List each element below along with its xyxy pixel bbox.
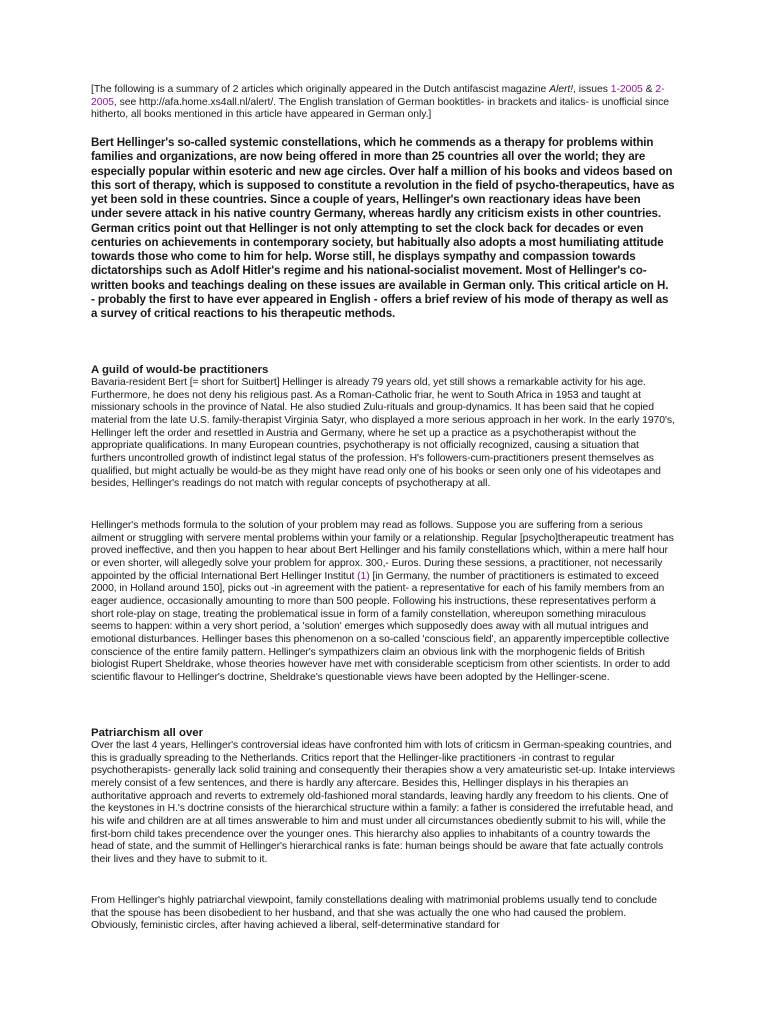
footnote-link-1[interactable]: (1)	[357, 570, 370, 582]
intro-text-3: &	[642, 84, 656, 95]
intro-text-4: , see http://afa.home.xs4all.nl/alert/. The English translation of German booktitles- in brackets and italics- is unofficial since hitherto, all books mentioned in this article have appeared in German only.]	[91, 96, 669, 121]
paragraph-text: [in Germany, the number of practitioners is estimated to exceed 2000, in Holland around 150], picks out -in agreement with the patient- a representative for each of his family members from an eager audience, occasionally amounting to more than 500 people. Following his instructions, these representatives perform a short role-play on stage, treating the problematical issue in form of a family constellation, whereupon something miraculous seems to happen: within a very short period, a 'solution' emerges which supposedly does away with all mutual intrigues and emotional disturbances. Hellinger bases this phenomenon on a so-called 'conscious field', an apparently imperceptible collective conscience of the entire family pattern. Hellinger's sympathizers claim an obvious link with the morphogenic fields of British biologist Rupert Sheldrake, whose theories however have met with considerable scepticism from other scientists. In order to add scientific flavour to Hellinger's doctrine, Sheldrake's questionable views have been adopted by the Hellinger-scene.	[91, 570, 670, 683]
paragraph-patriarchism-2: From Hellinger's highly patriarchal viewpoint, family constellations dealing with matrimonial problems usually tend to conclude that the spouse has been disobedient to her husband, and that she was actually the one who had caused the problem. Obviously, feministic circles, after having achieved a liberal, self-determinative standard for	[91, 895, 657, 932]
intro-note	[91, 84, 675, 122]
paragraph-guild-2	[91, 520, 675, 685]
section-heading-guild: A guild of would-be practitioners	[91, 364, 269, 376]
magazine-name: Alert!	[549, 84, 574, 95]
paragraph-guild-1: Bavaria-resident Bert [= short for Suitbert] Hellinger is already 79 years old, yet still shows a remarkable activity for his age. Furthermore, he does not deny his religious past. As a Roman-Catholic friar, he went to South Africa in 1953 and taught at missionary schools in the province of Natal. He also studied Zulu-rituals and group-dynamics. It has been said that he copied material from the late U.S. family-therapist Virginia Satyr, who displayed a more serious approach in her work. In the early 1970's, Hellinger left the order and resettled in Austria and Germany, where he set up a practice as a psychotherapist without the appropriate qualifications. In many European countries, psychotherapy is not officially recognized, causing a situation that furthers uncontrolled growth of indistinct legal status of the profession. H's followers-cum-practitioners present themselves as qualified, but might actually be would-be as they might have read only one of his books or seen only one of his videotapes and besides, Hellinger's readings do not match with regular concepts of psychotherapy at all.	[91, 377, 675, 490]
section-patriarchism	[91, 726, 675, 867]
intro-text-1: [The following is a summary of 2 articles which originally appeared in the Dutch antifascist magazine	[91, 84, 550, 95]
lead-paragraph: Bert Hellinger's so-called systemic constellations, which he commends as a therapy for problems within families and organizations, are now being offered in more than 25 countries all over the world; they are especially popular within esoteric and new age circles. Over half a million of his books and videos based on this sort of therapy, which is supposed to constitute a revolution in the field of psycho-therapeutics, have as yet been sold in these countries. Since a couple of years, Hellinger's own reactionary ideas have been under severe attack in his native country Germany, whereas hardly any criticism exists in other countries. German critics point out that Hellinger is not only attempting to set the clock back for decades or even centuries on achievements in contemporary society, but habitually also adopts a most humiliating attitude towards those who come to him for help. Worse still, he displays sympathy and compassion towards dictatorships such as Adolf Hitler's regime and his national-socialist movement. Most of Hellinger's co-written books and teachings dealing on these issues are available in German only. This critical article on H. - probably the first to have ever appeared in English - offers a brief review of his mode of therapy as well as a survey of critical reactions to his therapeutic methods.	[91, 137, 675, 320]
issue-2-link[interactable]: 2-2005	[91, 84, 665, 108]
paragraph-patriarchism-1: Over the last 4 years, Hellinger's controversial ideas have confronted him with lots of criticsm in German-speaking countries, and this is gradually spreading to the Netherlands. Critics report that the Hellinger-like practitioners -in contrast to regular psychotherapists- generally lack solid training and consequently their therapies show a very amateuristic set-up. Intake interviews merely consist of a few sentences, and there is hardly any aftercare. Besides this, Hellinger displays in his therapies an authoritative approach and reverts to extremely old-fashioned moral standards, leaving hardly any freedom to his clients. One of the keystones in H.'s doctrine consists of the hierarchical structure within a family: a father is considered the irrefutable head, and his wife and children are at all times answerable to him and must under all circumstances obediently submit to his will, while the first-born child takes precendence over the younger ones. This hierarchy also applies to inhabitants of a country towards the head of state, and the summit of Hellinger's hierarchical ranks is fate: human beings should be aware that fate actually controls their lives and they have to submit to it.	[91, 740, 675, 865]
paragraph-text: Hellinger's methods formula to the solution of your problem may read as follows. Suppose you are suffering from a serious ailment or struggling with servere mental problems within your family or a relationship. Regular [psycho]therapeutic treatment has proved ineffective, and then you happen to hear about Bert Hellinger and his family constellations which, within a mere half hour or even shorter, will allegedly solve your problem for approx. 300,- Euros. During these sessions, a practitioner, not necessarily appointed by the official International Bert Hellinger Institut	[91, 520, 674, 582]
intro-text-2: , issues	[573, 84, 611, 95]
section-heading-patriarchism: Patriarchism all over	[91, 727, 204, 739]
issue-1-link[interactable]: 1-2005	[610, 84, 643, 95]
section-guild	[91, 363, 675, 491]
